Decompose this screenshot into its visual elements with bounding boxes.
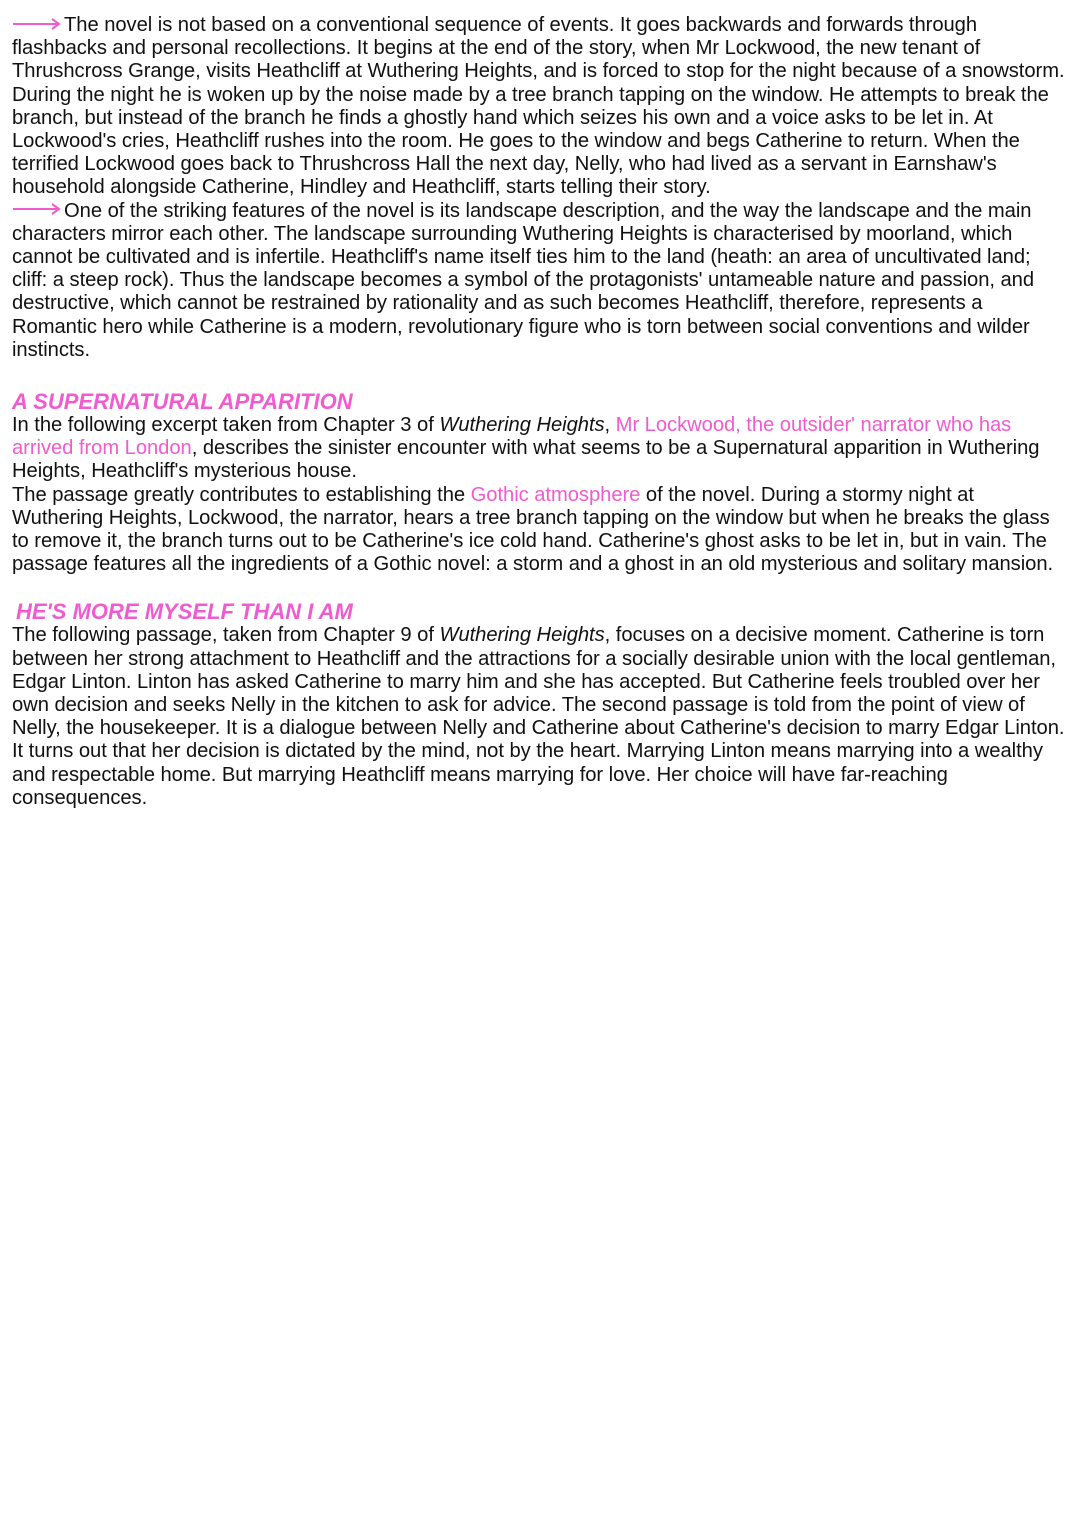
- section1-text: In the following excerpt taken from Chapter 3 of: [12, 414, 440, 437]
- intro-paragraph-2-text: One of the striking features of the novel is its landscape description, and the way the landscape and the main characters mirror each other. The landscape surrounding Wuthering Heights is characterised by moorland, which cannot be cultivated and is infertile. Heathcliff's name itself ties him to the land (heath: an area of uncultivated land; cliff: a steep rock). Thus the landscape becomes a symbol of the protagonists' untameable nature and passion, and destructive, which cannot be restrained by rationality and as such becomes Heathcliff, therefore, represents a Romantic hero while Catherine is a modern, revolutionary figure who is torn between social conventions and wilder instincts.: [12, 199, 1035, 361]
- highlighted-text: Gothic atmosphere: [470, 483, 641, 506]
- section1-text: ,: [604, 414, 616, 437]
- section1-paragraph-1: [12, 414, 1070, 484]
- section-heading-supernatural-apparition: A SUPERNATURAL APPARITION: [12, 389, 353, 415]
- arrow-right-icon: [12, 203, 64, 215]
- section1-text: The passage greatly contributes to establishing the: [12, 483, 471, 506]
- section1-paragraph-2: [12, 484, 1070, 577]
- book-title: Wuthering Heights: [439, 414, 605, 437]
- section-heading-more-myself: HE'S MORE MYSELF THAN I AM: [16, 599, 353, 625]
- intro-paragraph-1-text: The novel is not based on a conventional sequence of events. It goes backwards and forwards through flashbacks and personal recollections. It begins at the end of the story, when Mr Lockwood, the new tenant of Thrushcross Grange, visits Heathcliff at Wuthering Heights, and is forced to stop for the night because of a snowstorm. During the night he is woken up by the noise made by a tree branch tapping on the window. He attempts to break the branch, but instead of the branch he finds a ghostly hand which seizes his own and a voice asks to be let in. At Lockwood's cries, Heathcliff rushes into the room. He goes to the window and begs Catherine to return. When the terrified Lockwood goes back to Thrushcross Hall the next day, Nelly, who had lived as a servant in Earnshaw's household alongside Catherine, Hindley and Heathcliff, starts telling their story.: [12, 14, 1065, 199]
- intro-paragraph-2: [12, 200, 1070, 362]
- section1-text: of the novel. During a stormy night at Wuthering Heights, Lockwood, the narrator, hears a tree branch tapping on the window but when he breaks the glass to remove it, the branch turns out to be Catherine's ice cold hand. Catherine's ghost asks to be let in, but in vain. The passage features all the ingredients of a Gothic novel: a storm and a ghost in an old mysterious and solitary mansion.: [12, 483, 1054, 576]
- section1-text: , describes the sinister encounter with what seems to be a Supernatural apparition in Wuthering Heights, Heathcliff's mysterious house.: [12, 437, 1040, 483]
- section2-text: , focuses on a decisive moment. Catherine is torn between her strong attachment to Heathcliff and the attractions for a socially desirable union with the local gentleman, Edgar Linton. Linton has asked Catherine to marry him and she has accepted. But Catherine feels troubled over her own decision and seeks Nelly in the kitchen to ask for advice. The second passage is told from the point of view of Nelly, the housekeeper. It is a dialogue between Nelly and Catherine about Catherine's decision to marry Edgar Linton. It turns out that her decision is dictated by the mind, not by the heart. Marrying Linton means marrying into a wealthy and respectable home. But marrying Heathcliff means marrying for love. Her choice will have far-reaching consequences.: [12, 624, 1065, 809]
- arrow-right-icon: [12, 18, 64, 30]
- section2-text: The following passage, taken from Chapter 9 of: [12, 624, 440, 647]
- intro-paragraph-1: [12, 14, 1070, 200]
- book-title: Wuthering Heights: [439, 624, 605, 647]
- highlighted-text: Mr Lockwood, the outsider' narrator who has arrived from London: [12, 414, 1012, 460]
- section2-paragraph-1: [12, 624, 1070, 810]
